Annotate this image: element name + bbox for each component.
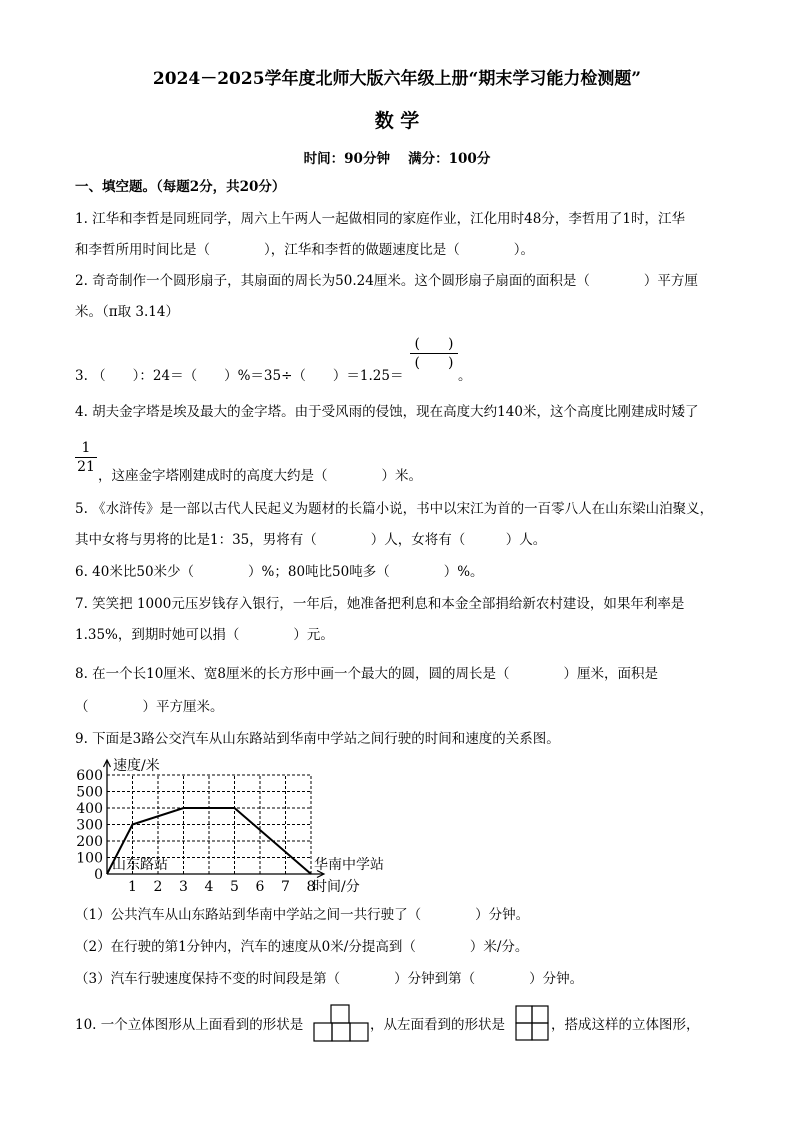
question-8-line-1: 8. 在一个长10厘米、宽8厘米的长方形中画一个最大的圆，圆的周长是（ ）厘米，面积是	[75, 666, 658, 682]
y-tick-label: 200	[76, 834, 103, 850]
left-view-square	[532, 1023, 548, 1040]
y-tick-label: 0	[94, 867, 103, 883]
question-2-line-2: 米。（π取 3.14）	[75, 304, 179, 320]
section-heading: 一、填空题。（每题2分，共20分）	[75, 179, 286, 195]
left-view-figure	[515, 1005, 549, 1041]
x-tick-label: 2	[153, 879, 163, 895]
question-1-line-2: 和李哲所用时间比是（ ），江华和李哲的做题速度比是（ ）。	[75, 242, 534, 258]
y-tick-label: 100	[76, 850, 103, 867]
annotation-end-station: 华南中学站	[314, 857, 384, 873]
question-9-sub-2: （2）在行驶的第1分钟内，汽车的速度从0米/分提高到（ ）米/分。	[75, 939, 529, 955]
x-tick-label: 8	[306, 879, 316, 895]
question-7-line-2: 1.35%，到期时她可以捐（ ）元。	[75, 627, 334, 643]
chart-ticks	[76, 768, 315, 895]
fraction-denominator: 21	[75, 457, 97, 476]
top-view-square	[331, 1005, 349, 1023]
left-view-square	[532, 1006, 548, 1023]
annotation-start-station: 山东路站	[112, 857, 168, 873]
question-4-fraction	[75, 439, 97, 476]
question-5-line-2: 其中女将与男将的比是1：35，男将有（ ）人，女将有（ ）人。	[75, 532, 547, 548]
x-axis-label: 时间/分	[313, 879, 360, 895]
y-axis-label: 速度/米	[113, 758, 160, 774]
question-6-text: 6. 40米比50米少（ ）%；80吨比50吨多（ ）%。	[75, 564, 484, 580]
y-tick-label: 400	[76, 801, 103, 817]
x-tick-label: 4	[204, 879, 214, 895]
question-9-sub-1: （1）公共汽车从山东路站到华南中学站之间一共行驶了（ ）分钟。	[75, 907, 530, 923]
question-3-text: 3. （ ）：24＝（ ）%＝35÷（ ）＝1.25＝	[75, 368, 404, 384]
question-8-line-2: （ ）平方厘米。	[75, 699, 224, 715]
question-3-end: 。	[458, 368, 472, 384]
x-tick-label: 3	[179, 879, 188, 895]
question-9-intro: 9. 下面是3路公交汽车从山东路站到华南中学站之间行驶的时间和速度的关系图。	[75, 731, 560, 747]
top-view-square	[332, 1023, 350, 1041]
question-10-part-a: 10. 一个立体图形从上面看到的形状是	[75, 1017, 304, 1033]
speed-time-chart	[75, 752, 405, 897]
question-4-line-1: 4. 胡夫金字塔是埃及最大的金字塔。由于受风雨的侵蚀，现在高度大约140米，这个高度比刚建成时矮了	[75, 404, 699, 420]
left-view-square	[516, 1023, 532, 1040]
left-view-square	[516, 1006, 532, 1023]
x-tick-label: 6	[255, 879, 265, 895]
question-4-line-2: ，这座金字塔刚建成时的高度大约是（ ）米。	[98, 468, 422, 484]
x-tick-label: 1	[128, 879, 137, 895]
top-view-square	[350, 1023, 368, 1041]
y-tick-label: 600	[76, 768, 103, 784]
question-10-part-b: ，从左面看到的形状是	[370, 1017, 505, 1033]
top-view-figure	[313, 1004, 369, 1042]
exam-meta: 时间：90分钟 满分：100分	[303, 151, 491, 167]
question-3-fraction	[410, 335, 458, 372]
question-9-sub-3: （3）汽车行驶速度保持不变的时间段是第（ ）分钟到第（ ）分钟。	[75, 971, 584, 987]
x-tick-label: 5	[230, 879, 239, 895]
question-5-line-1: 5. 《水浒传》是一部以古代人民起义为题材的长篇小说，书中以宋江为首的一百零八人在山东梁山泊聚义，	[75, 501, 714, 517]
document-title: 2024－2025学年度北师大版六年级上册“期末学习能力检测题”	[152, 69, 642, 89]
fraction-numerator: ( )	[414, 336, 454, 352]
y-tick-label: 300	[76, 817, 103, 834]
fraction-numerator: 1	[81, 440, 91, 456]
fraction-denominator: ( )	[410, 353, 458, 372]
question-1-line-1: 1. 江华和李哲是同班同学，周六上午两人一起做相同的家庭作业，江化用时48分，李哲用了1时，江华	[75, 211, 685, 227]
subject-title: 数 学	[374, 110, 420, 132]
question-2-line-1: 2. 奇奇制作一个圆形扇子，其扇面的周长为50.24厘米。这个圆形扇子扇面的面积是（ ）平方厘	[75, 273, 698, 289]
y-tick-label: 500	[76, 784, 103, 801]
x-tick-label: 7	[281, 879, 290, 895]
top-view-square	[314, 1023, 332, 1041]
question-10-part-c: ，搭成这样的立体图形，	[551, 1017, 700, 1033]
question-7-line-1: 7. 笑笑把 1000元压岁钱存入银行，一年后，她准备把利息和本金全部捐给新农村建设，如果年利率是	[75, 596, 685, 612]
